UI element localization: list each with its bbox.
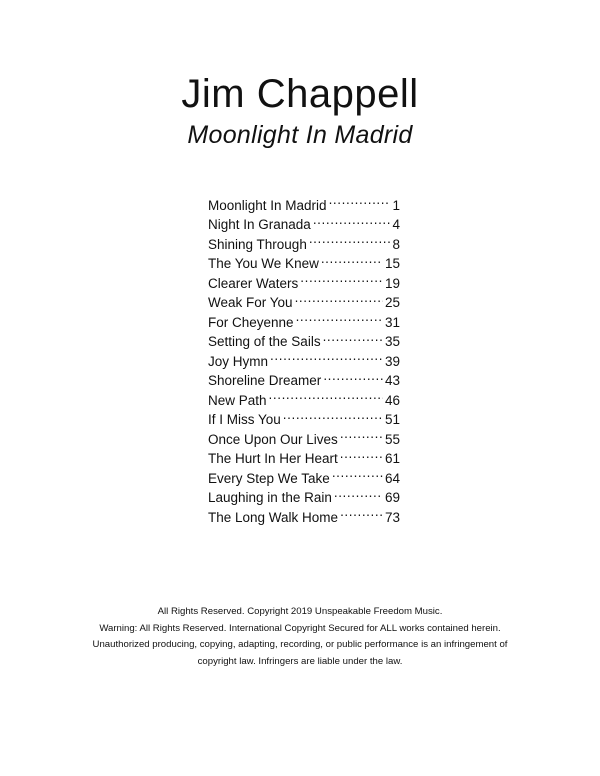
toc-page-number: 4 [392, 217, 400, 232]
toc-page-number: 51 [384, 412, 400, 427]
toc-leader [313, 210, 391, 230]
toc-title: Clearer Waters [208, 275, 299, 291]
toc-leader [283, 405, 383, 425]
warning-line: copyright law. Infringers are liable under the law. [197, 655, 403, 667]
toc-leader [340, 502, 383, 522]
toc-page-number: 19 [384, 275, 400, 291]
toc-title: Setting of the Sails [208, 334, 321, 349]
album-title: Moonlight In Madrid [187, 121, 413, 149]
toc-title: Night In Granada [208, 217, 311, 232]
toc-leader [269, 385, 383, 405]
toc-page-number: 61 [384, 451, 400, 466]
toc-leader [329, 190, 391, 210]
author-name: Jim Chappell [181, 72, 419, 116]
toc-page-number: 31 [384, 314, 400, 330]
copyright-line: All Rights Reserved. Copyright 2019 Unspeakable Freedom Music. [157, 606, 443, 617]
toc-entry [208, 190, 400, 213]
toc-page-number: 1 [392, 197, 400, 213]
toc-title: Every Step We Take [208, 470, 330, 486]
toc-leader [323, 327, 383, 347]
toc-page-number: 8 [392, 236, 400, 252]
toc-page-number: 46 [384, 392, 400, 408]
warning-line: Unauthorized producing, copying, adapting, recording, or public performance is an infringement of [92, 639, 508, 651]
copyright-notice [0, 604, 600, 670]
toc-title: Weak For You [208, 295, 293, 310]
toc-leader [309, 229, 391, 249]
toc-leader [323, 366, 383, 386]
toc-title: Moonlight In Madrid [208, 197, 327, 213]
toc-leader [340, 424, 383, 444]
toc-title: The Hurt In Her Heart [208, 451, 338, 466]
toc-leader [340, 444, 383, 464]
toc-leader [321, 249, 383, 269]
toc-page-number: 25 [384, 295, 400, 310]
toc-title: The Long Walk Home [208, 509, 339, 525]
toc-leader [295, 288, 383, 308]
toc-title: Joy Hymn [208, 353, 269, 369]
toc-page-number: 15 [384, 256, 400, 271]
toc-title: The You We Knew [208, 256, 319, 271]
toc-leader [296, 307, 383, 327]
warning-line: Warning: All Rights Reserved. International Copyright Secured for ALL works contained herein. [99, 622, 501, 634]
toc-page-number: 73 [384, 509, 400, 525]
toc-title: Laughing in the Rain [208, 490, 332, 505]
toc-page-number: 64 [384, 470, 400, 486]
toc-page-number: 55 [384, 431, 400, 447]
toc-page-number: 35 [384, 334, 400, 349]
toc-leader [334, 483, 383, 503]
toc-title: Shining Through [208, 236, 307, 252]
toc-title: For Cheyenne [208, 314, 294, 330]
table-of-contents [208, 190, 400, 525]
toc-leader [300, 268, 383, 288]
toc-title: New Path [208, 392, 267, 408]
toc-leader [270, 346, 383, 366]
toc-title: Once Upon Our Lives [208, 431, 338, 447]
toc-title: If I Miss You [208, 412, 281, 427]
toc-page-number: 69 [384, 490, 400, 505]
toc-page-number: 39 [384, 353, 400, 369]
toc-title: Shoreline Dreamer [208, 373, 322, 388]
toc-leader [332, 463, 383, 483]
toc-page-number: 43 [384, 373, 400, 388]
